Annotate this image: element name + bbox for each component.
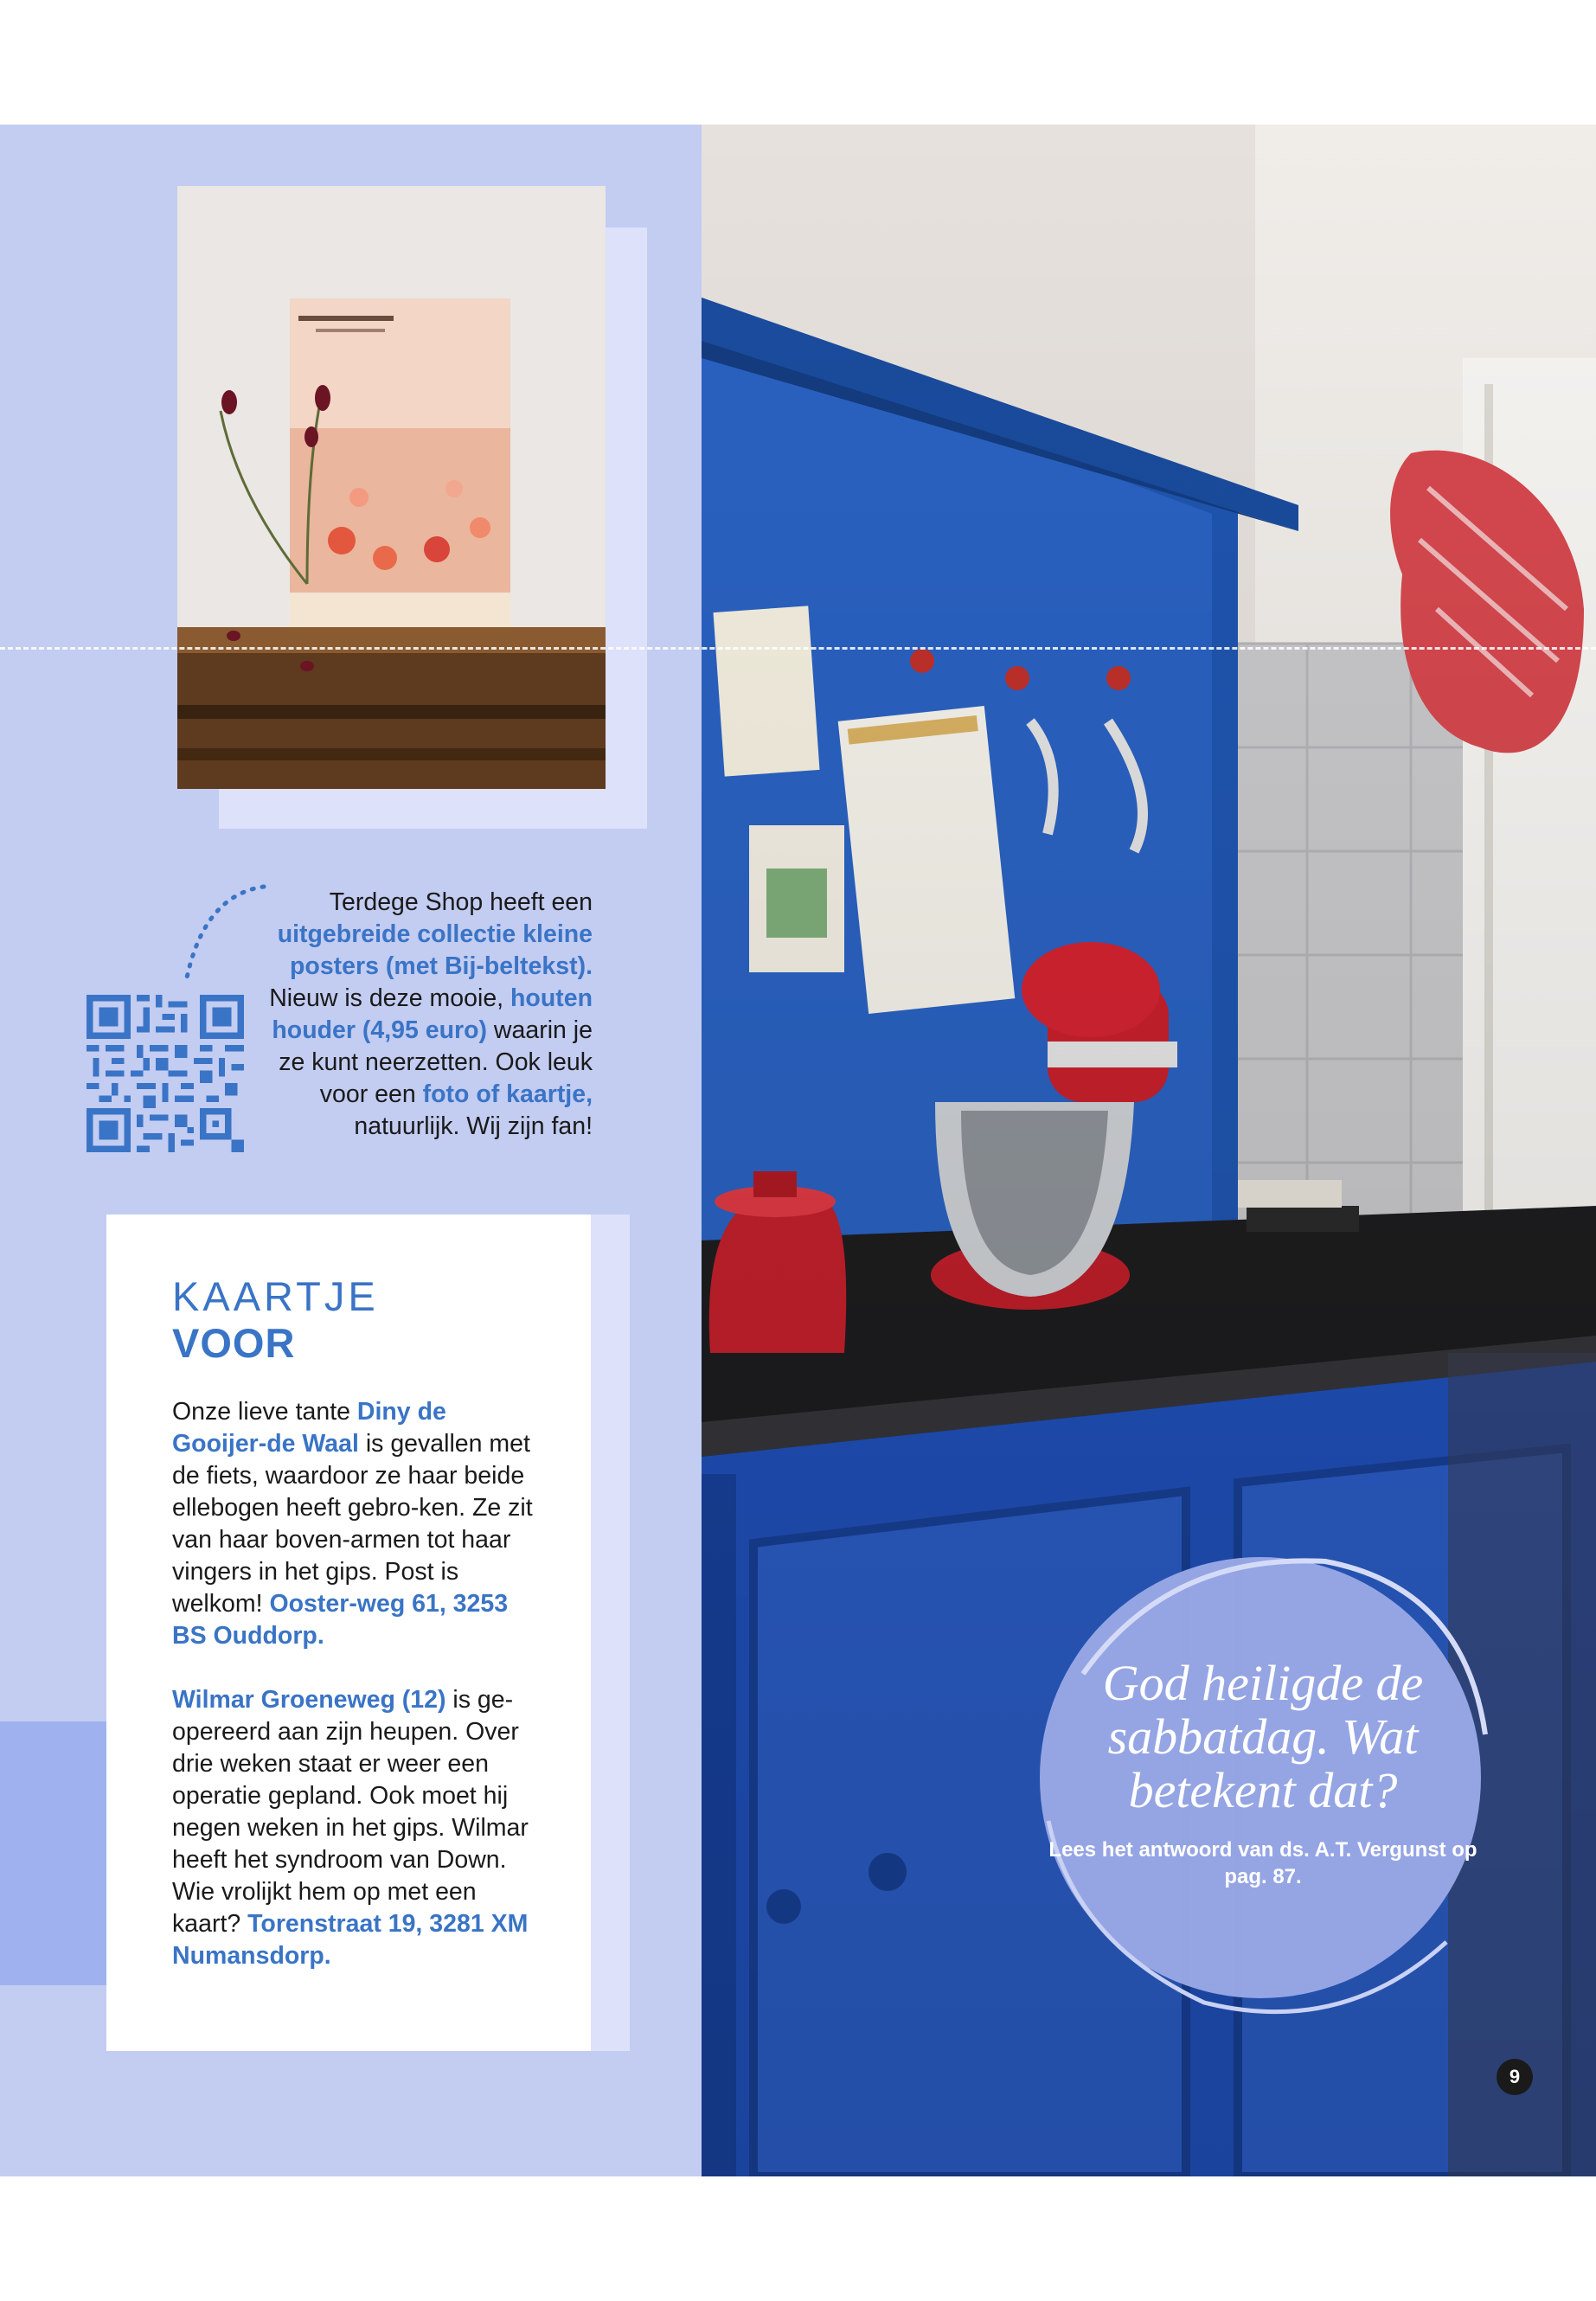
callout-subtitle: Lees het antwoord van ds. A.T. Vergunst op pag. 87.: [1048, 1838, 1477, 1888]
p2-name: Wilmar Groeneweg (12): [172, 1686, 446, 1714]
promo-text-4: natuurlijk. Wij zijn fan!: [354, 1112, 593, 1140]
page-number: 9: [1497, 2059, 1533, 2095]
kaartje-title-light: KAARTJE: [172, 1273, 379, 1319]
dotted-arrow-icon: [177, 878, 272, 990]
p2-text-1: is ge-opereerd aan zijn heupen. Over drie weken staat er weer een operatie gepland. Ook moet hij negen weken in het gips. Wilmar heeft het syndroom van Down. Wie vrolijkt hem op met een kaart?: [172, 1686, 529, 1938]
kaartje-voor-box: [106, 1215, 591, 2051]
promo-highlight-photo: foto of kaartje,: [422, 1080, 593, 1108]
poster-card-photo: [177, 186, 606, 789]
kaartje-paragraph-wilmar: [172, 1684, 539, 1972]
promo-highlight-collection: uitgebreide collectie kleine posters (met Bij-beltekst).: [277, 920, 593, 980]
p1-text-2: is gevallen met de fiets, waardoor ze haar beide ellebogen heeft gebro-ken. Ze zit van haar boven-armen tot haar vingers in het gips. Post is welkom!: [172, 1430, 533, 1618]
p1-name: Diny de Gooijer-de Waal: [172, 1398, 446, 1458]
p1-text-1: Onze lieve tante: [172, 1398, 357, 1426]
shop-promo-text: [260, 887, 593, 1143]
p1-address: Ooster-weg 61, 3253 BS Ouddorp.: [172, 1590, 509, 1650]
kaartje-paragraph-diny: [172, 1396, 539, 1652]
qr-code-icon[interactable]: [87, 995, 244, 1152]
dashed-guide-line: [0, 647, 1596, 650]
promo-text-1: Terdege Shop heeft een: [329, 888, 593, 916]
promo-text-3: waarin je ze kunt neerzetten. Ook leuk voor een: [279, 1016, 593, 1108]
kaartje-title-bold: VOOR: [172, 1320, 296, 1366]
promo-highlight-holder: houten houder (4,95 euro): [272, 984, 593, 1044]
promo-text-2: Nieuw is deze mooie,: [269, 984, 511, 1012]
callout-text[interactable]: [1038, 1657, 1488, 1890]
p2-address: Torenstraat 19, 3281 XM Numansdorp.: [172, 1910, 529, 1970]
callout-title: God heiligde de sabbatdag. Wat betekent dat?: [1102, 1655, 1424, 1818]
